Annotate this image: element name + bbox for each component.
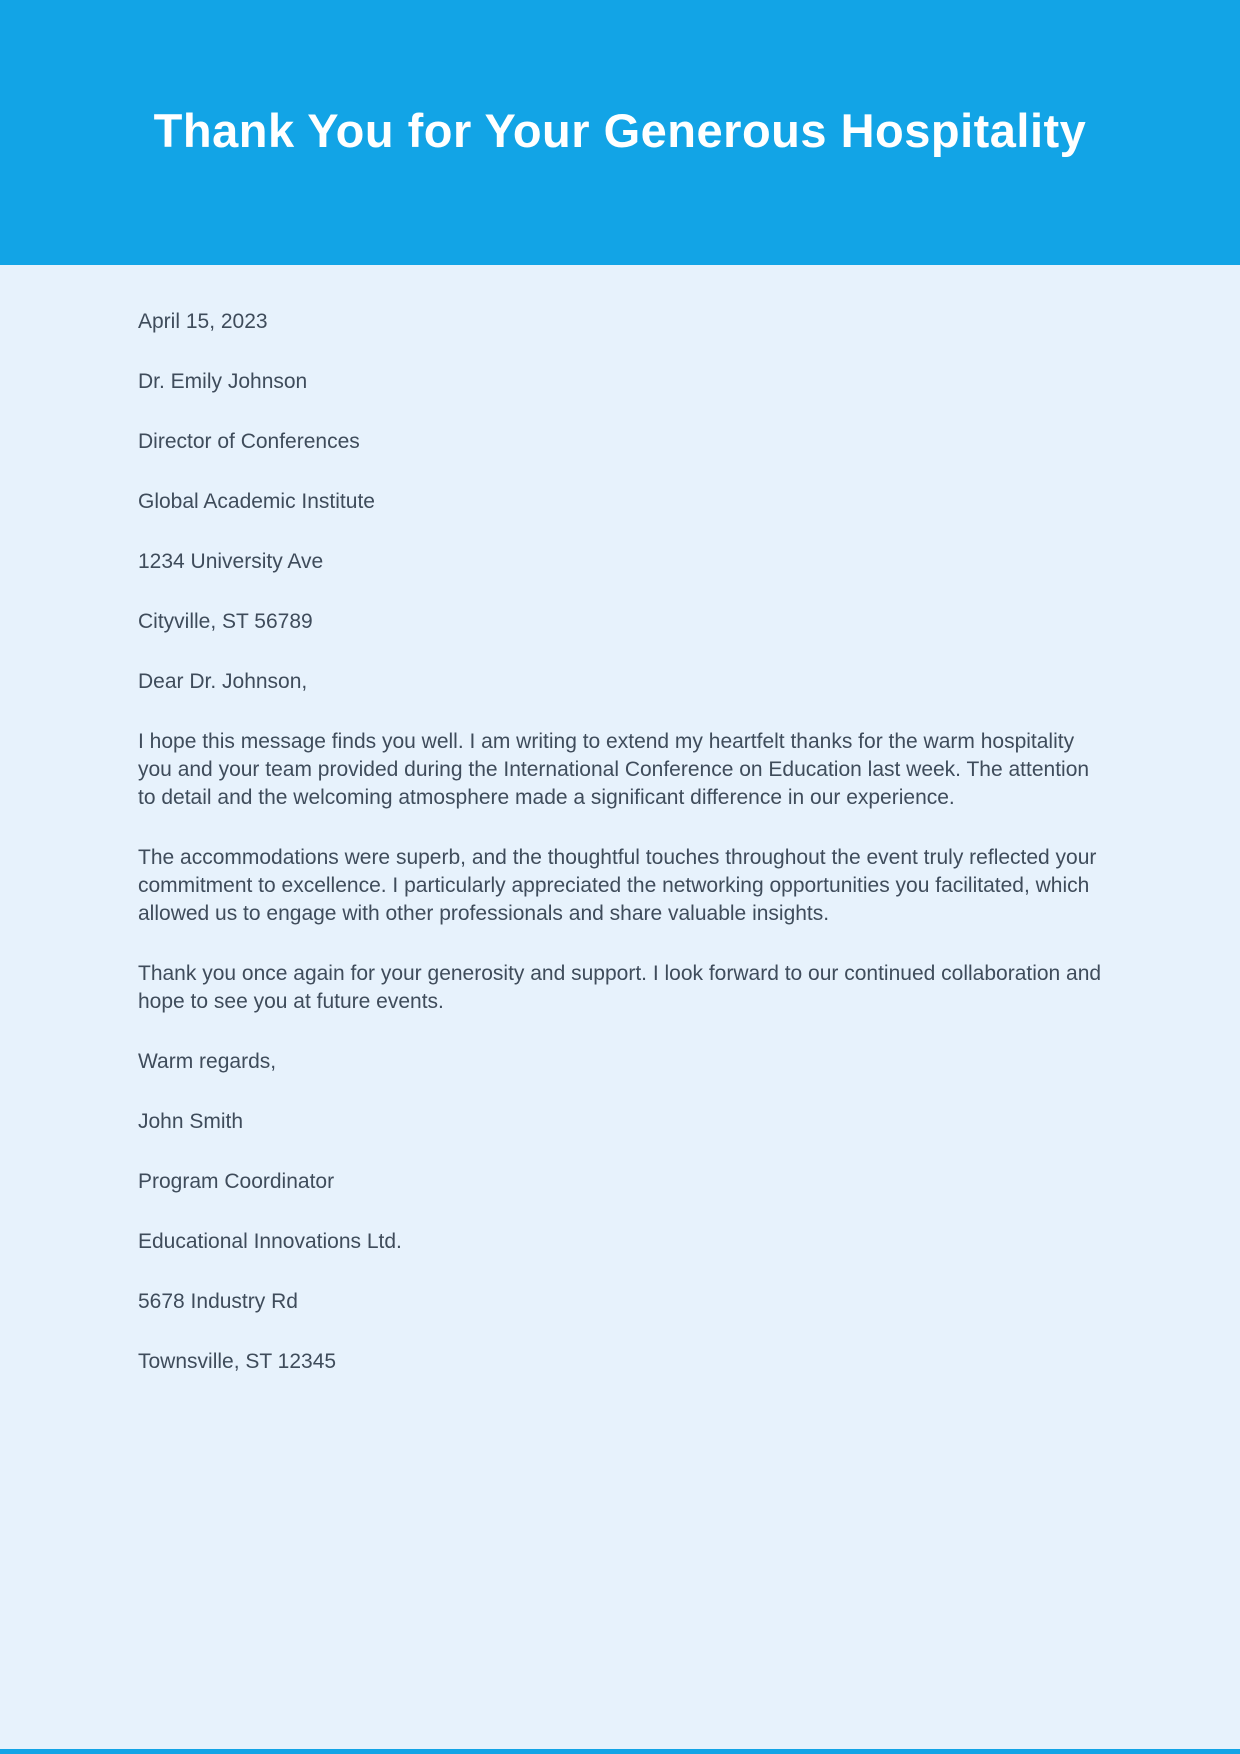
sender-title-line: Program Coordinator (138, 1170, 335, 1193)
footer-accent-bar (0, 1749, 1240, 1754)
recipient-organization-line: Global Academic Institute (138, 490, 375, 513)
date-line: April 15, 2023 (138, 310, 268, 333)
body-paragraph-2: The accommodations were superb, and the thoughtful touches throughout the event truly reflected your commitment to excellence. I particularly appreciated the networking opportunities you facilitated, which allowed us to engage with other professionals and share valuable insights. (138, 846, 1097, 925)
letter-body (0, 265, 1240, 1408)
sender-city-line: Townsville, ST 12345 (138, 1350, 337, 1373)
recipient-city-line: Cityville, ST 56789 (138, 610, 313, 633)
body-paragraph-3: Thank you once again for your generosity and support. I look forward to our continued collaboration and hope to see you at future events. (138, 962, 1102, 1013)
sender-organization-line: Educational Innovations Ltd. (138, 1230, 402, 1253)
body-paragraph-1: I hope this message finds you well. I am writing to extend my heartfelt thanks for the warm hospitality you and your team provided during the International Conference on Education last week. The attention to detail and the welcoming atmosphere made a significant difference in our experience. (138, 730, 1090, 809)
letter-header-band (0, 0, 1240, 265)
recipient-name-line: Dr. Emily Johnson (138, 370, 308, 393)
closing-line: Warm regards, (138, 1050, 277, 1073)
sender-name-line: John Smith (138, 1110, 244, 1133)
page-title: Thank You for Your Generous Hospitality (153, 104, 1087, 157)
sender-street-line: 5678 Industry Rd (138, 1290, 298, 1313)
salutation-line: Dear Dr. Johnson, (138, 670, 308, 693)
recipient-street-line: 1234 University Ave (138, 550, 324, 573)
recipient-title-line: Director of Conferences (138, 430, 360, 453)
